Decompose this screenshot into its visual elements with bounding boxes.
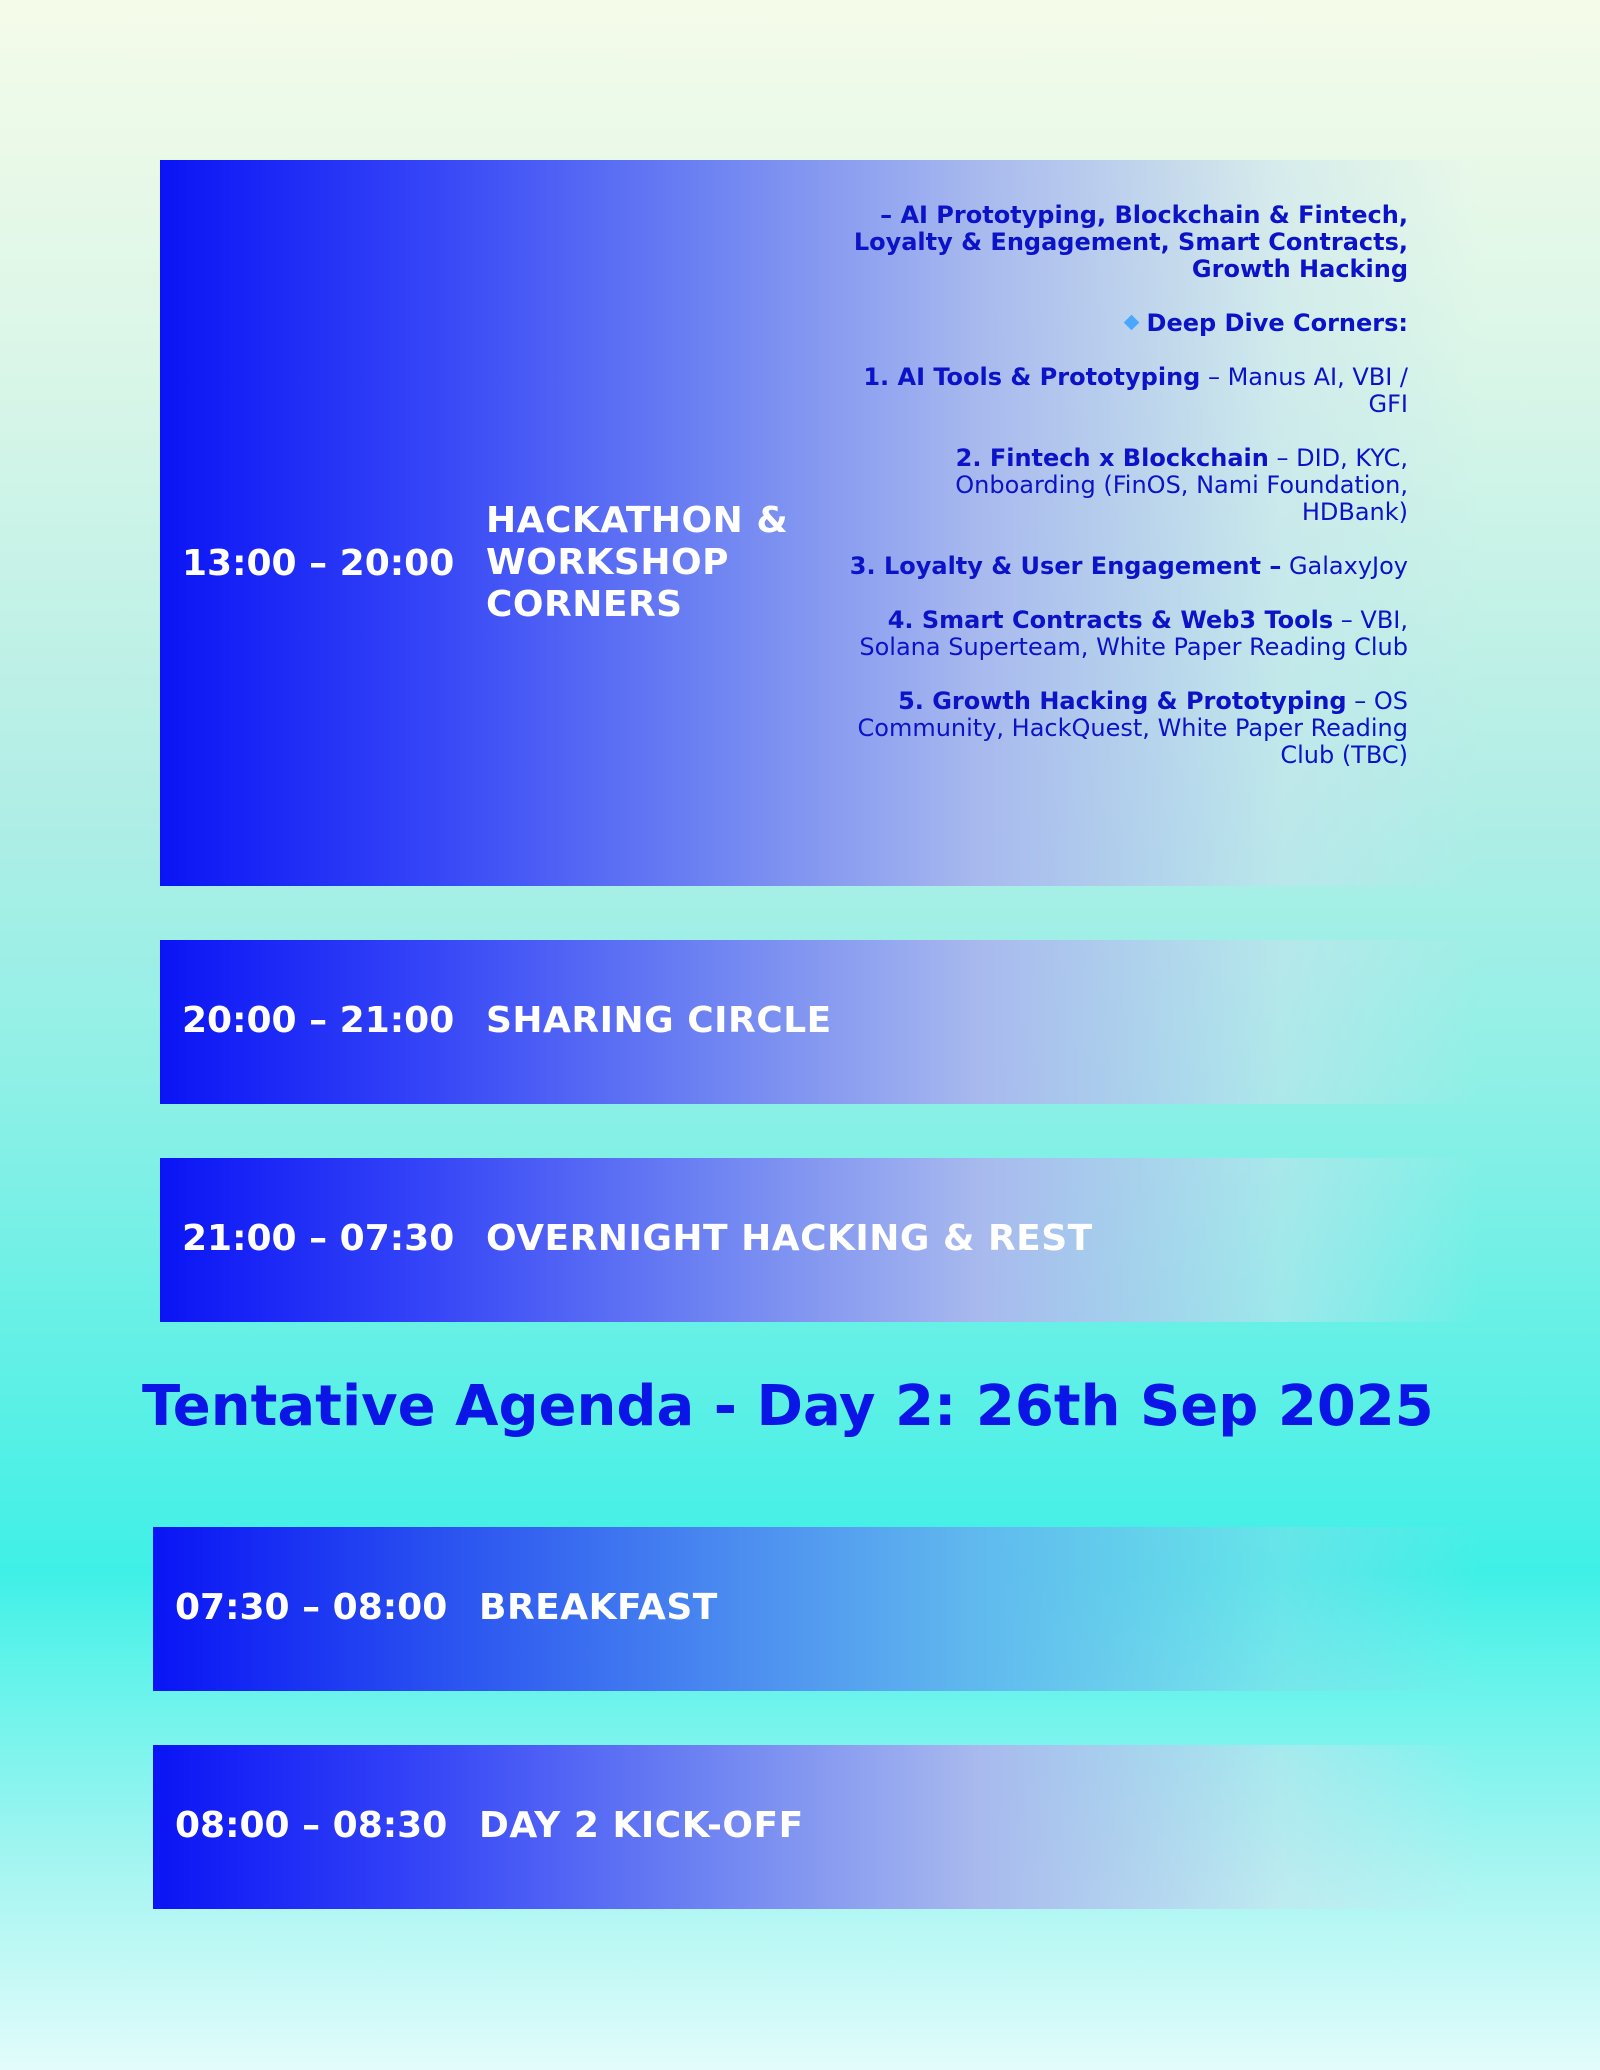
agenda-item-time: 08:00 – 08:30 bbox=[175, 1805, 448, 1846]
agenda-item-sharing-circle bbox=[160, 940, 1480, 1104]
corner-item-4: 4. Smart Contracts & Web3 Tools – VBI, Solana Superteam, White Paper Reading Club bbox=[859, 606, 1408, 661]
agenda-item-details bbox=[848, 202, 1408, 796]
agenda-item-title: OVERNIGHT HACKING & REST bbox=[486, 1218, 1093, 1259]
corner-item-3: 3. Loyalty & User Engagement – GalaxyJoy bbox=[849, 552, 1408, 580]
agenda-item-overnight bbox=[160, 1158, 1480, 1322]
agenda-item-time: 13:00 – 20:00 bbox=[182, 543, 455, 584]
agenda-item-time: 07:30 – 08:00 bbox=[175, 1587, 448, 1628]
corner-item-5: 5. Growth Hacking & Prototyping – OS Community, HackQuest, White Paper Reading Club (TBC) bbox=[857, 687, 1408, 769]
agenda-item-title: BREAKFAST bbox=[479, 1587, 718, 1628]
agenda-item-hackathon bbox=[160, 160, 1480, 886]
agenda-item-title: SHARING CIRCLE bbox=[486, 1000, 832, 1041]
agenda-item-breakfast bbox=[153, 1527, 1480, 1691]
diamond-icon bbox=[1123, 315, 1139, 331]
deep-dive-corners-label: Deep Dive Corners: bbox=[848, 310, 1408, 337]
day2-heading: Tentative Agenda - Day 2: 26th Sep 2025 bbox=[142, 1374, 1434, 1439]
agenda-item-day2-kickoff bbox=[153, 1745, 1480, 1909]
corner-item-1: 1. AI Tools & Prototyping – Manus AI, VBI / GFI bbox=[863, 363, 1408, 418]
agenda-item-title: HACKATHON & WORKSHOP CORNERS bbox=[486, 500, 789, 625]
corner-item-2: 2. Fintech x Blockchain – DID, KYC, Onboarding (FinOS, Nami Foundation, HDBank) bbox=[955, 444, 1408, 526]
agenda-item-title: DAY 2 KICK-OFF bbox=[479, 1805, 804, 1846]
tracks-summary: – AI Prototyping, Blockchain & Fintech, Loyalty & Engagement, Smart Contracts, Growth Hacking bbox=[853, 201, 1408, 283]
agenda-item-time: 20:00 – 21:00 bbox=[182, 1000, 455, 1041]
agenda-item-time: 21:00 – 07:30 bbox=[182, 1218, 455, 1259]
